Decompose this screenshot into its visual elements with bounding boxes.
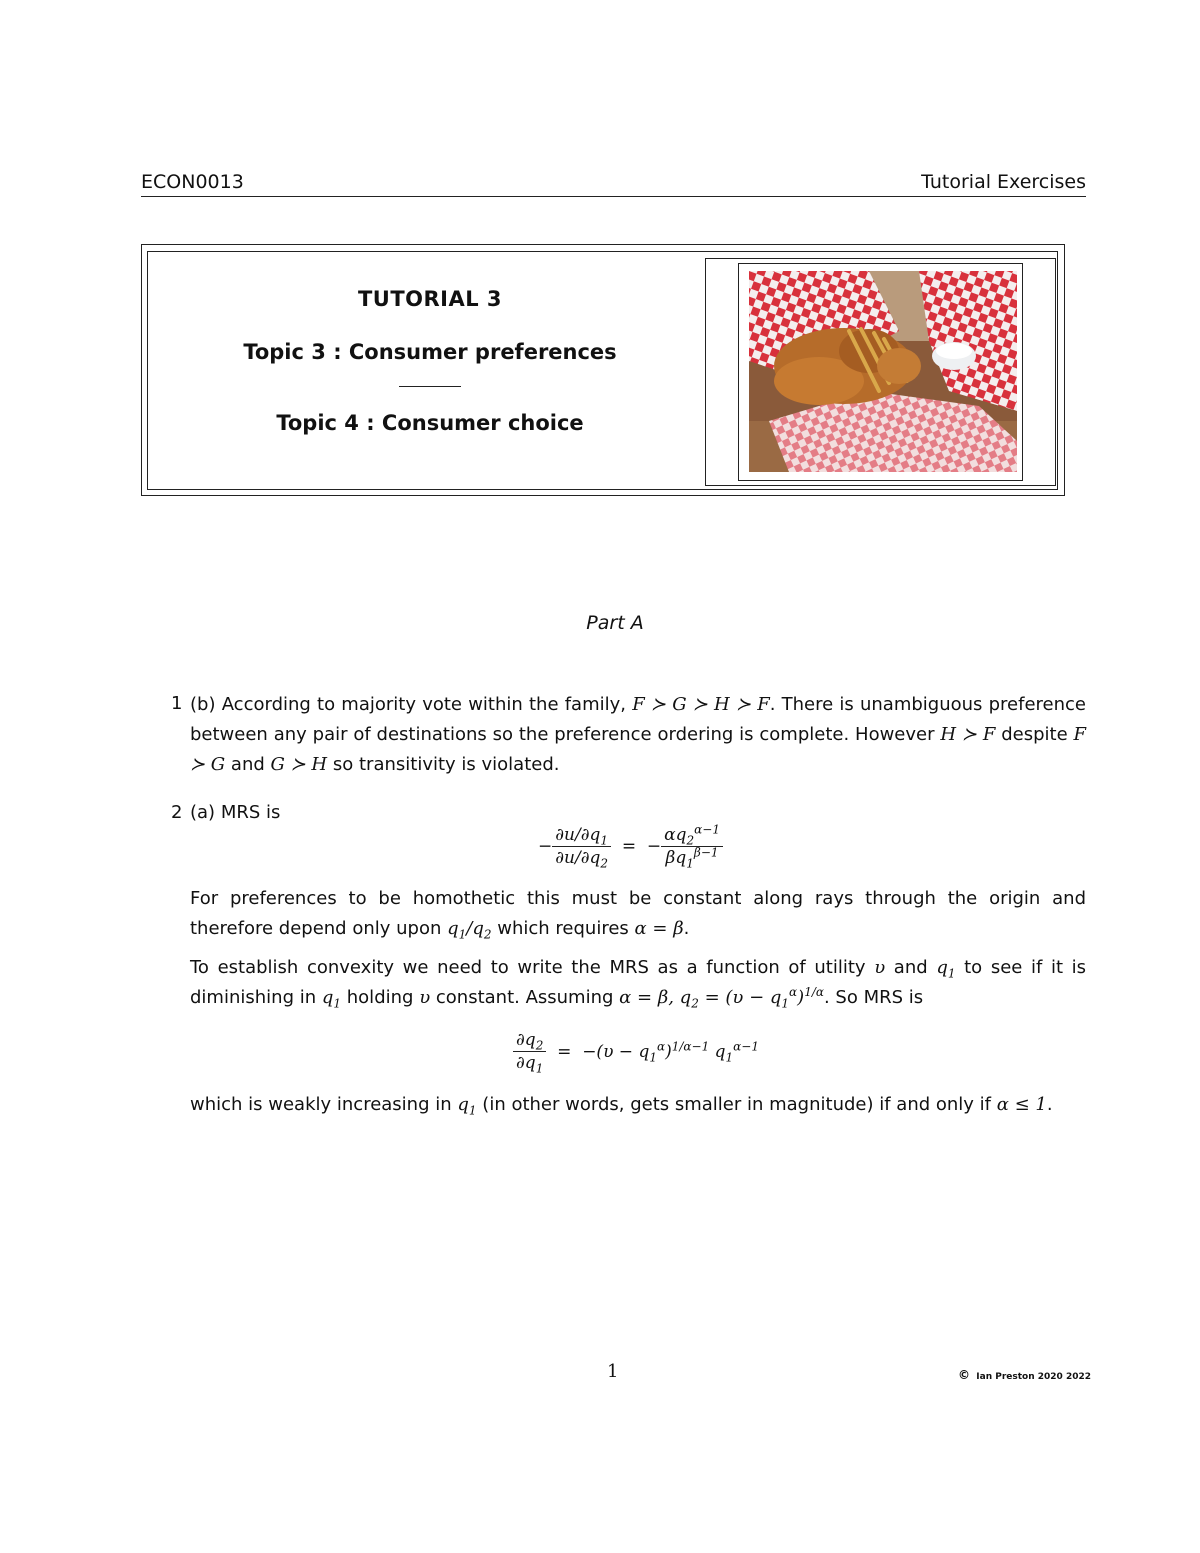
- homothetic-paragraph: For preferences to be homothetic this must be constant along rays through the origin and therefore depend only upon $q_1/q_2$ which requires α = β.: [190, 888, 1086, 942]
- answer-1b-text-5: and: [230, 754, 265, 775]
- answer-1b-text-4: despite: [1001, 724, 1068, 745]
- answer-1b-label: (b): [190, 694, 216, 715]
- alpha-equals-beta: α = β: [634, 918, 684, 939]
- topic-4-title: Topic 4 : Consumer choice: [276, 411, 584, 435]
- preference-cycle: F ≻ G ≻ H ≻ F: [632, 694, 770, 715]
- convexity-paragraph: To establish convexity we need to write the MRS as a function of utility υ and $q_1$ to see if it is diminishing in $q_1$ holding υ constant. Assuming α = β, $q_2 = (\upsilon - q_1^\alpha)^{1/\alpha}$. So MRS is: [190, 957, 1087, 1011]
- answer-1b-text-1: According to majority vote within the family,: [221, 694, 627, 715]
- question-number-1: 1: [171, 693, 183, 714]
- part-label: Part A: [586, 612, 644, 634]
- course-code: ECON0013: [141, 171, 244, 193]
- answer-1b-text-2: . There is unambiguous preference between: [190, 694, 1086, 745]
- f-over-g: F ≻ G: [190, 724, 1086, 775]
- var-q1-b: $q_1$: [321, 987, 342, 1011]
- q1-over-q2: $q_1/q_2$: [447, 918, 492, 942]
- utility-v: υ: [874, 957, 886, 978]
- answer-1b: [190, 690, 1086, 780]
- convexity-text-4: holding: [346, 987, 414, 1008]
- convexity-text-5: constant. Assuming: [435, 987, 614, 1008]
- copyright-notice: [958, 1368, 1091, 1382]
- tutorial-title: TUTORIAL 3: [357, 287, 503, 311]
- mrs-equation: − $\frac{\partial u/\partial q_1}{\partial u/\partial q_2}$ = − $\frac{\alpha q_2^{\alpha-1}}{\beta q_1^{\beta-1}}$: [538, 824, 723, 869]
- answer-2a-label: (a): [190, 802, 216, 823]
- convexity-text-2: and: [893, 957, 928, 978]
- answer-1b-text-3: any pair of destinations so the preference ordering is complete. However: [273, 724, 935, 745]
- var-q1-c: $q_1$: [457, 1094, 477, 1118]
- h-over-f: H ≻ F: [940, 724, 996, 745]
- convexity-text-6: So MRS is: [835, 987, 924, 1008]
- question-number-2: 2: [171, 802, 183, 823]
- mrs-derivative-equation: $\frac{\partial q_2}{\partial q_1}$ = $-(\upsilon - q_1^\alpha)^{1/\alpha-1}$ $q_1^{\alpha-1}$: [513, 1029, 759, 1074]
- answer-2a-intro: [190, 798, 280, 828]
- food-basket-photo: [749, 271, 1017, 472]
- topic-divider: [399, 386, 461, 387]
- mrs-is-text: MRS is: [220, 802, 281, 823]
- topic-3-title: Topic 3 : Consumer preferences: [243, 340, 617, 364]
- homothetic-text-1: For preferences to be homothetic this must be constant along rays through the origin and therefore depend only upon: [190, 888, 1086, 939]
- alpha-condition: α ≤ 1: [996, 1094, 1047, 1115]
- section-title: Tutorial Exercises: [921, 171, 1086, 193]
- conclusion-text-1: which is weakly increasing in: [190, 1094, 452, 1115]
- convexity-text-1: To establish convexity we need to write the MRS as a function of utility: [190, 957, 866, 978]
- conclusion-text-2: (in other words, gets smaller in magnitude) if and only if: [482, 1094, 992, 1115]
- page-number: 1: [607, 1361, 619, 1382]
- header-rule: [141, 196, 1086, 197]
- copyright-icon: ©: [958, 1368, 970, 1382]
- q2-solution: α = β, $q_2 = (\upsilon - q_1^\alpha)^{1/\alpha}$: [619, 985, 824, 1011]
- g-over-h: G ≻ H: [270, 754, 328, 775]
- convexity-text-3: to see if it is diminishing in: [190, 957, 1087, 1008]
- answer-1b-text-6: so transitivity is violated.: [332, 754, 560, 775]
- title-block: [150, 251, 710, 490]
- utility-v-b: υ: [419, 987, 431, 1008]
- copyright-text: Ian Preston 2020 2022: [976, 1372, 1091, 1382]
- var-q1: $q_1$: [936, 957, 956, 981]
- homothetic-text-2: which requires: [497, 918, 629, 939]
- conclusion-paragraph: which is weakly increasing in $q_1$ (in other words, gets smaller in magnitude) if and only if α ≤ 1.: [190, 1094, 1053, 1118]
